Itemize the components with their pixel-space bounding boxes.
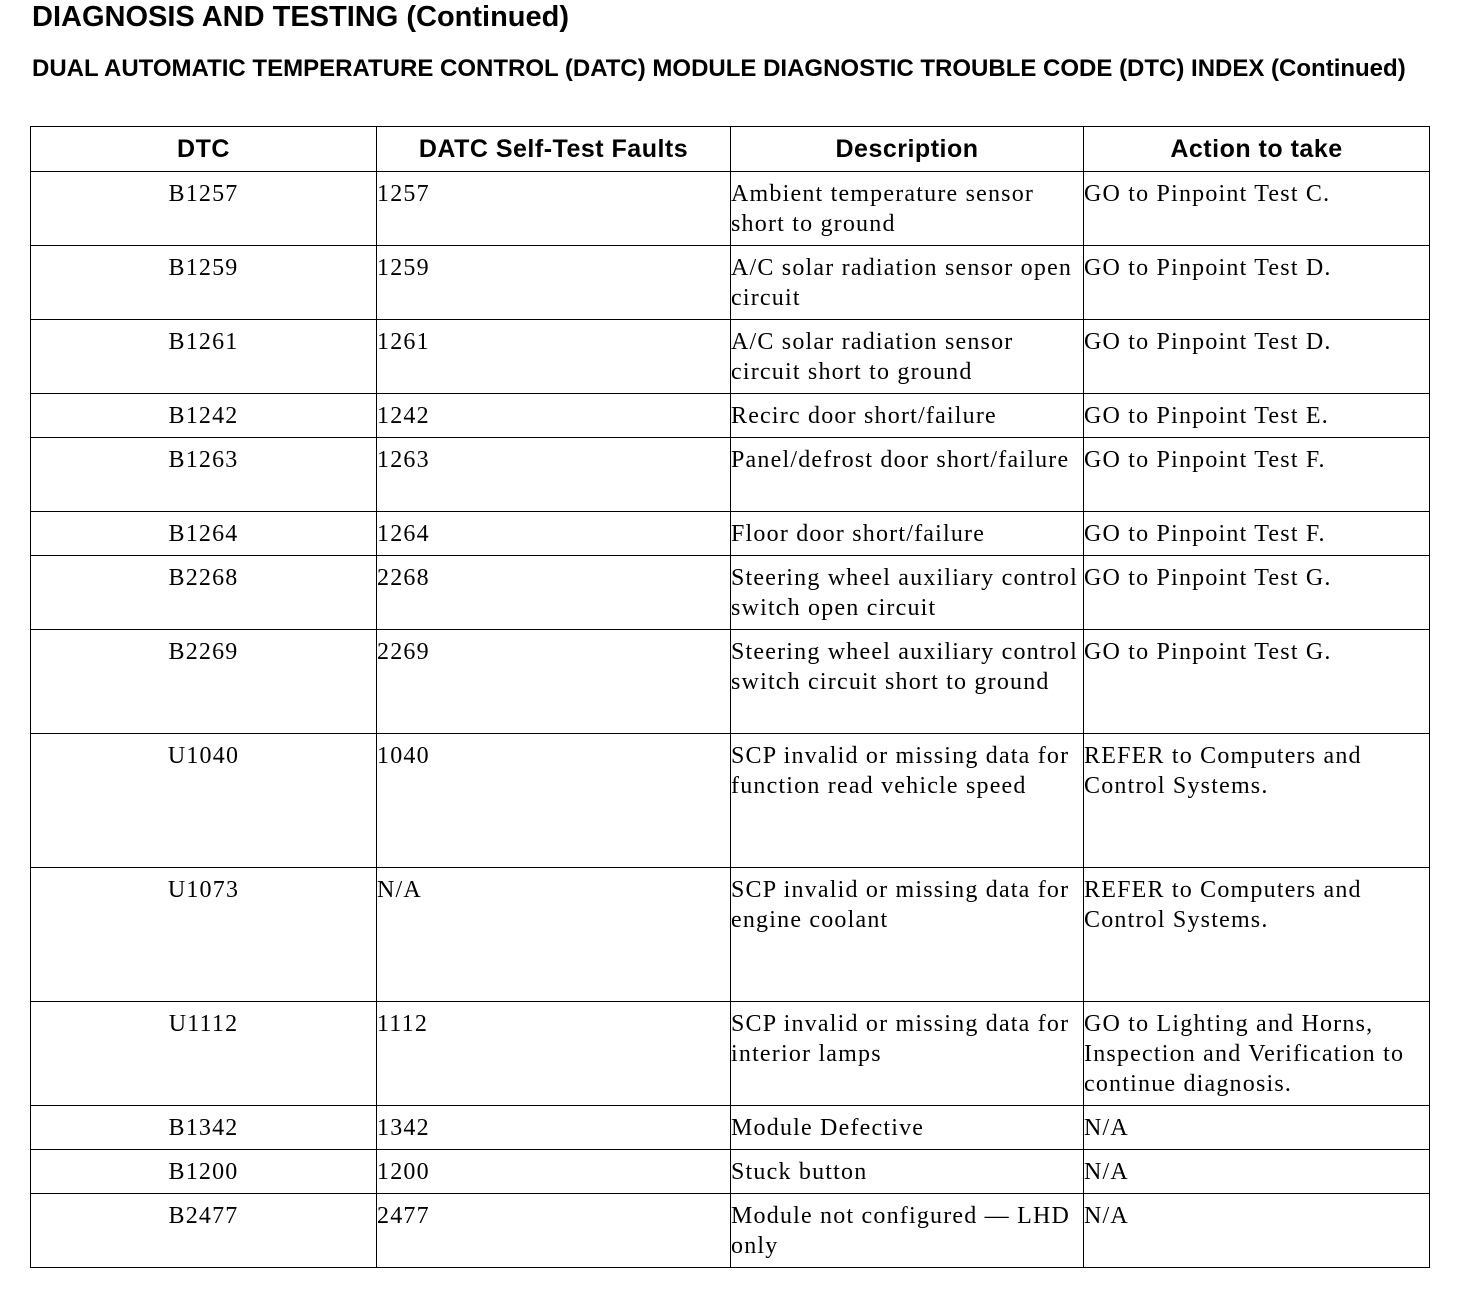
action-cell: REFER to Computers and Control Systems. (1084, 734, 1430, 868)
action-cell: GO to Pinpoint Test D. (1084, 320, 1430, 394)
self-test-fault-cell: 1264 (377, 512, 731, 556)
description-cell: Recirc door short/failure (731, 394, 1084, 438)
description-cell: SCP invalid or missing data for function read vehicle speed (731, 734, 1084, 868)
action-cell: GO to Pinpoint Test D. (1084, 246, 1430, 320)
table-row (31, 246, 1430, 320)
dtc-code-cell: B1200 (31, 1150, 377, 1194)
self-test-fault-cell: 1200 (377, 1150, 731, 1194)
self-test-fault-cell: 2269 (377, 630, 731, 734)
column-header-description: Description (731, 127, 1084, 172)
table-row (31, 320, 1430, 394)
dtc-code-cell: U1073 (31, 868, 377, 1002)
self-test-fault-cell: 1259 (377, 246, 731, 320)
action-cell: N/A (1084, 1150, 1430, 1194)
action-cell: GO to Pinpoint Test F. (1084, 438, 1430, 512)
action-cell: N/A (1084, 1194, 1430, 1268)
table-row (31, 1002, 1430, 1106)
table-row (31, 172, 1430, 246)
action-cell: GO to Pinpoint Test F. (1084, 512, 1430, 556)
self-test-fault-cell: 1242 (377, 394, 731, 438)
description-cell: Module not configured — LHD only (731, 1194, 1084, 1268)
self-test-fault-cell: N/A (377, 868, 731, 1002)
table-row (31, 556, 1430, 630)
dtc-code-cell: B1259 (31, 246, 377, 320)
self-test-fault-cell: 1257 (377, 172, 731, 246)
dtc-code-cell: B1257 (31, 172, 377, 246)
self-test-fault-cell: 2268 (377, 556, 731, 630)
dtc-code-cell: B2269 (31, 630, 377, 734)
table-row (31, 394, 1430, 438)
column-header-dtc: DTC (31, 127, 377, 172)
self-test-fault-cell: 1261 (377, 320, 731, 394)
action-cell: GO to Pinpoint Test G. (1084, 556, 1430, 630)
table-row (31, 512, 1430, 556)
description-cell: Steering wheel auxiliary control switch open circuit (731, 556, 1084, 630)
dtc-code-cell: B2268 (31, 556, 377, 630)
action-cell: GO to Pinpoint Test G. (1084, 630, 1430, 734)
description-cell: A/C solar radiation sensor open circuit (731, 246, 1084, 320)
table-header-row (31, 127, 1430, 172)
table-row (31, 438, 1430, 512)
self-test-fault-cell: 2477 (377, 1194, 731, 1268)
self-test-fault-cell: 1263 (377, 438, 731, 512)
description-cell: SCP invalid or missing data for interior lamps (731, 1002, 1084, 1106)
description-cell: A/C solar radiation sensor circuit short to ground (731, 320, 1084, 394)
dtc-code-cell: B1242 (31, 394, 377, 438)
page-title: DIAGNOSIS AND TESTING (Continued) (32, 1, 570, 33)
self-test-fault-cell: 1040 (377, 734, 731, 868)
description-cell: Floor door short/failure (731, 512, 1084, 556)
dtc-code-cell: U1040 (31, 734, 377, 868)
description-cell: Module Defective (731, 1106, 1084, 1150)
dtc-code-cell: B1261 (31, 320, 377, 394)
table-row (31, 630, 1430, 734)
table-row (31, 1194, 1430, 1268)
table-row (31, 868, 1430, 1002)
self-test-fault-cell: 1112 (377, 1002, 731, 1106)
column-header-self-test-faults: DATC Self-Test Faults (377, 127, 731, 172)
table-row (31, 1106, 1430, 1150)
dtc-code-cell: B2477 (31, 1194, 377, 1268)
description-cell: SCP invalid or missing data for engine coolant (731, 868, 1084, 1002)
action-cell: N/A (1084, 1106, 1430, 1150)
dtc-code-cell: U1112 (31, 1002, 377, 1106)
dtc-code-cell: B1263 (31, 438, 377, 512)
action-cell: REFER to Computers and Control Systems. (1084, 868, 1430, 1002)
action-cell: GO to Pinpoint Test C. (1084, 172, 1430, 246)
description-cell: Ambient temperature sensor short to ground (731, 172, 1084, 246)
dtc-code-cell: B1264 (31, 512, 377, 556)
dtc-code-cell: B1342 (31, 1106, 377, 1150)
action-cell: GO to Pinpoint Test E. (1084, 394, 1430, 438)
dtc-index-table (30, 126, 1430, 1268)
action-cell: GO to Lighting and Horns, Inspection and Verification to continue diagnosis. (1084, 1002, 1430, 1106)
section-title: DUAL AUTOMATIC TEMPERATURE CONTROL (DATC) MODULE DIAGNOSTIC TROUBLE CODE (DTC) INDEX (Continued) (32, 55, 1406, 82)
description-cell: Stuck button (731, 1150, 1084, 1194)
table-row (31, 1150, 1430, 1194)
column-header-action: Action to take (1084, 127, 1430, 172)
table-row (31, 734, 1430, 868)
description-cell: Steering wheel auxiliary control switch circuit short to ground (731, 630, 1084, 734)
description-cell: Panel/defrost door short/failure (731, 438, 1084, 512)
self-test-fault-cell: 1342 (377, 1106, 731, 1150)
